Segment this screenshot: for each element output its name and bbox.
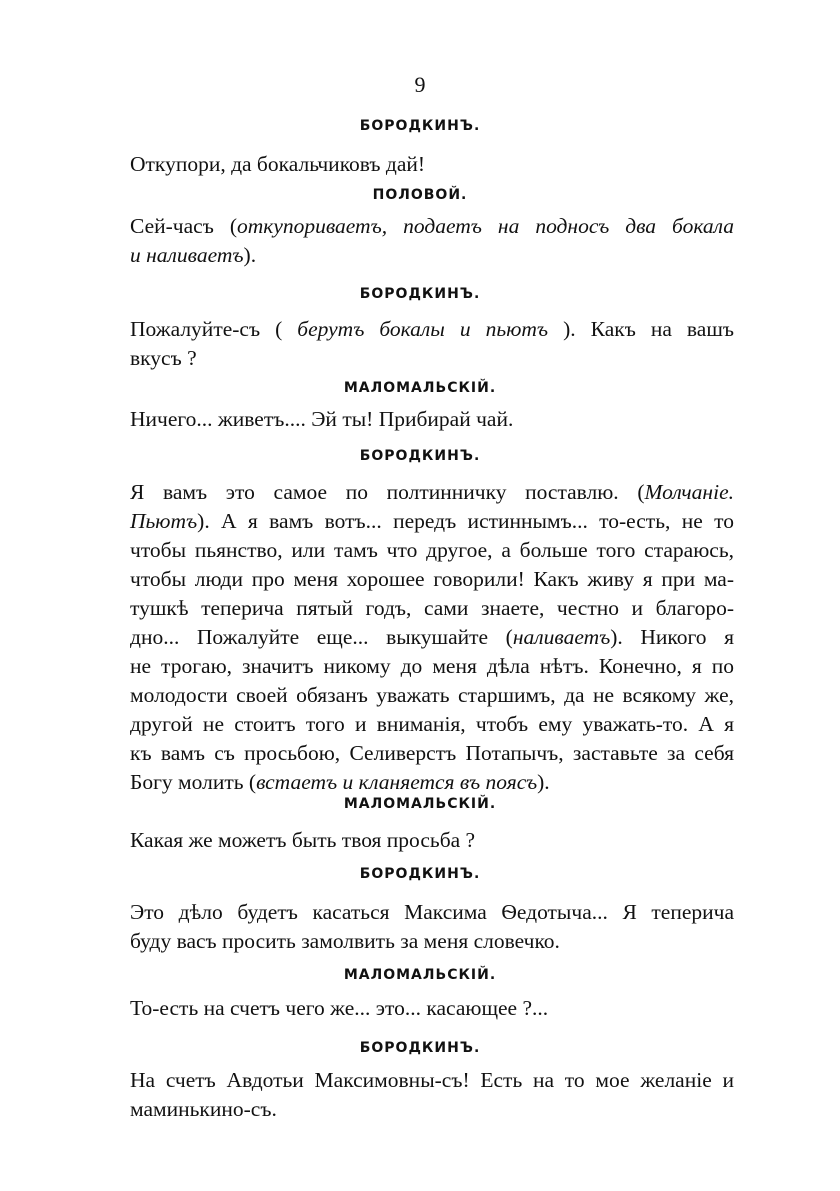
text-line: Пожалуйте-съ ( берутъ бокалы и пьютъ ). Какъ на вашъ	[130, 317, 735, 341]
speech-block	[130, 826, 734, 855]
text-line: То-есть на счетъ чего же... это... касающее ?...	[130, 996, 549, 1020]
text-line: чтобы пьянство, или тамъ что другое, а больше того стараюсь,	[130, 538, 734, 562]
text-line: Сей-часъ (откупориваетъ, подаетъ на подносъ два бокала	[130, 214, 734, 238]
speech-block	[130, 150, 734, 179]
text-line: Ничего... живетъ.... Эй ты! Прибирай чай.	[130, 407, 514, 431]
text-line: тушкѣ теперича пятый годъ, сами знаете, честно и благоро-	[130, 596, 734, 620]
speech-block	[130, 478, 734, 797]
speech-block	[130, 212, 734, 270]
text-line: дно... Пожалуйте еще... выкушайте (наливаетъ). Никого я	[130, 625, 735, 649]
text-line: молодости своей обязанъ уважать старшимъ, да не всякому же,	[130, 683, 734, 707]
speech-block	[130, 898, 734, 956]
text-line: къ вамъ съ просьбою, Селиверстъ Потапычъ, заставьте за себя	[130, 741, 734, 765]
speech-block	[130, 994, 734, 1023]
text-line: и наливаетъ).	[130, 243, 257, 267]
text-line: другой не стоитъ того и вниманія, чтобъ ему уважать-то. А я	[130, 712, 734, 736]
text-line: Откупори, да бокальчиковъ дай!	[130, 152, 426, 176]
speaker-name: БОРОДКИНЪ.	[359, 448, 481, 464]
speaker-name: МАЛОМАЛЬСКІЙ.	[343, 796, 497, 812]
text-line: буду васъ просить замолвить за меня словечко.	[130, 929, 560, 953]
text-line: чтобы люди про меня хорошее говорили! Какъ живу я при ма-	[130, 567, 734, 591]
speech-block	[130, 405, 734, 434]
text-line: вкусъ ?	[130, 346, 197, 370]
text-line: Это дѣло будетъ касаться Максима Ѳедотыча... Я теперича	[130, 900, 734, 924]
text-line: Я вамъ это самое по полтинничку поставлю. (Молчаніе.	[130, 480, 734, 504]
text-line: Богу молить (встаетъ и кланяется въ поясъ).	[130, 770, 550, 794]
speaker-name: БОРОДКИНЪ.	[359, 1040, 481, 1056]
text-line: маминькино-съ.	[130, 1097, 277, 1121]
text-line: Пьютъ). А я вамъ вотъ... передъ истиннымъ... то-есть, не то	[130, 509, 734, 533]
text-line: Какая же можетъ быть твоя просьба ?	[130, 828, 476, 852]
speaker-name: МАЛОМАЛЬСКІЙ.	[343, 380, 497, 396]
speaker-name: МАЛОМАЛЬСКІЙ.	[343, 967, 497, 983]
text-line: не трогаю, значитъ никому до меня дѣла нѣтъ. Конечно, я по	[130, 654, 734, 678]
text-line: На счетъ Авдотьи Максимовны-съ! Есть на то мое желаніе и	[130, 1068, 734, 1092]
page-number: 9	[414, 72, 426, 97]
speaker-name: БОРОДКИНЪ.	[359, 866, 481, 882]
speech-block	[130, 1066, 734, 1124]
speaker-name: БОРОДКИНЪ.	[359, 286, 481, 302]
speaker-name: ПОЛОВОЙ.	[372, 187, 468, 203]
speech-block	[130, 315, 734, 373]
speaker-name: БОРОДКИНЪ.	[359, 118, 481, 134]
